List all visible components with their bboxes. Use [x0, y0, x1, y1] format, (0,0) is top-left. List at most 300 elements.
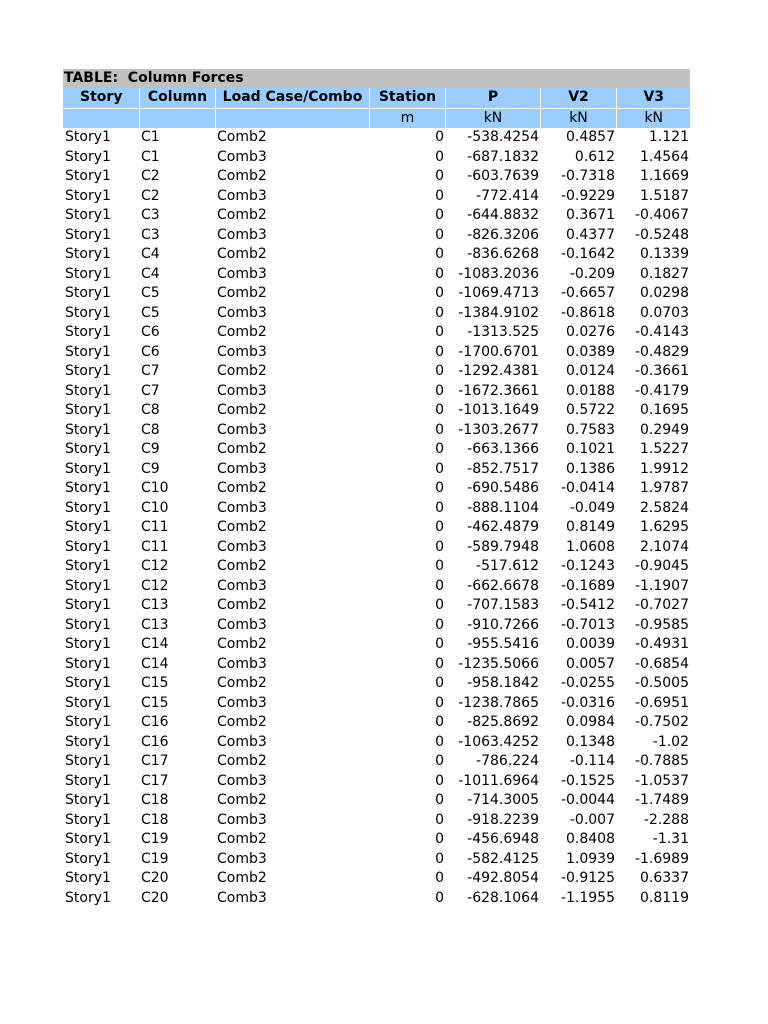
cell-p[interactable]: -462.4879: [467, 519, 539, 535]
cell-p[interactable]: -663.1366: [467, 441, 539, 457]
table-row: [63, 265, 690, 285]
cell-column[interactable]: C16: [141, 714, 169, 730]
cell-load-case[interactable]: Comb3: [217, 733, 267, 750]
cell-load-case[interactable]: Comb3: [217, 499, 267, 516]
cell-v2[interactable]: -1.1955: [560, 889, 615, 906]
cell-station[interactable]: 0: [435, 265, 444, 282]
cell-p[interactable]: -955.5416: [467, 636, 539, 652]
cell-v3[interactable]: -1.31: [652, 831, 689, 847]
table-row: [63, 811, 690, 831]
cell-station[interactable]: 0: [435, 343, 444, 360]
cell-station[interactable]: 0: [435, 363, 444, 379]
cell-v3[interactable]: -1.7489: [634, 792, 689, 808]
cell-v3[interactable]: 1.5227: [640, 441, 689, 457]
cell-station[interactable]: 0: [435, 187, 444, 204]
cell-station[interactable]: 0: [435, 577, 444, 594]
cell-story[interactable]: Story1: [65, 402, 111, 418]
cell-load-case[interactable]: Comb3: [217, 850, 267, 867]
cell-station[interactable]: 0: [435, 714, 444, 730]
cell-p[interactable]: -1672.3661: [458, 382, 539, 399]
table-row: [63, 557, 690, 577]
cell-v2[interactable]: -0.1642: [560, 246, 615, 262]
cell-column[interactable]: C16: [141, 733, 169, 750]
cell-v2[interactable]: 0.4377: [566, 226, 615, 243]
header-v2[interactable]: V2: [540, 88, 616, 108]
cell-p[interactable]: -644.8832: [467, 207, 539, 223]
cell-column[interactable]: C7: [141, 382, 160, 399]
cell-story[interactable]: Story1: [65, 285, 111, 301]
cell-v2[interactable]: 0.0039: [566, 636, 615, 652]
cell-v3[interactable]: -0.6951: [634, 694, 689, 711]
cell-story[interactable]: Story1: [65, 129, 111, 145]
cell-story[interactable]: Story1: [65, 148, 111, 165]
cell-story[interactable]: Story1: [65, 577, 111, 594]
header-p[interactable]: P: [445, 88, 540, 108]
cell-p[interactable]: -1303.2677: [458, 421, 539, 438]
cell-load-case[interactable]: Comb2: [217, 285, 267, 301]
cell-column[interactable]: C7: [141, 363, 160, 379]
cell-v3[interactable]: -1.0537: [634, 772, 689, 789]
cell-v2[interactable]: -0.0316: [560, 694, 615, 711]
cell-load-case[interactable]: Comb2: [217, 597, 267, 613]
cell-v2[interactable]: 0.3671: [566, 207, 615, 223]
cell-v2[interactable]: -0.5412: [560, 597, 615, 613]
cell-v3[interactable]: 1.121: [648, 129, 689, 145]
cell-story[interactable]: Story1: [65, 753, 111, 769]
cell-column[interactable]: C19: [141, 850, 169, 867]
cell-load-case[interactable]: Comb3: [217, 616, 267, 633]
cell-column[interactable]: C20: [141, 889, 169, 906]
cell-v2[interactable]: -0.7318: [560, 168, 615, 184]
cell-p[interactable]: -836.6268: [467, 246, 539, 262]
cell-column[interactable]: C3: [141, 226, 160, 243]
table-row: [63, 167, 690, 187]
cell-v2[interactable]: -0.0414: [560, 480, 615, 496]
cell-load-case[interactable]: Comb2: [217, 519, 267, 535]
cell-v2[interactable]: -0.6657: [560, 285, 615, 301]
header-column[interactable]: Column: [139, 88, 215, 108]
cell-column[interactable]: C8: [141, 402, 160, 418]
cell-load-case[interactable]: Comb3: [217, 187, 267, 204]
cell-v2[interactable]: 0.1386: [566, 460, 615, 477]
cell-story[interactable]: Story1: [65, 207, 111, 223]
cell-v3[interactable]: -0.4829: [634, 343, 689, 360]
cell-column[interactable]: C4: [141, 246, 160, 262]
cell-load-case[interactable]: Comb3: [217, 655, 267, 672]
header-station[interactable]: Station: [369, 88, 445, 108]
cell-load-case[interactable]: Comb2: [217, 363, 267, 379]
cell-column[interactable]: C2: [141, 187, 160, 204]
cell-p[interactable]: -1238.7865: [458, 694, 539, 711]
cell-p[interactable]: -888.1104: [467, 499, 539, 516]
cell-load-case[interactable]: Comb3: [217, 343, 267, 360]
cell-story[interactable]: Story1: [65, 187, 111, 204]
cell-v3[interactable]: 0.1339: [640, 246, 689, 262]
cell-column[interactable]: C10: [141, 480, 169, 496]
cell-story[interactable]: Story1: [65, 343, 111, 360]
cell-column[interactable]: C5: [141, 285, 160, 301]
cell-story[interactable]: Story1: [65, 226, 111, 243]
cell-story[interactable]: Story1: [65, 168, 111, 184]
cell-story[interactable]: Story1: [65, 304, 111, 321]
cell-load-case[interactable]: Comb3: [217, 382, 267, 399]
cell-column[interactable]: C5: [141, 304, 160, 321]
cell-v2[interactable]: 0.0389: [566, 343, 615, 360]
cell-v2[interactable]: -0.209: [569, 265, 615, 282]
cell-p[interactable]: -826.3206: [467, 226, 539, 243]
cell-column[interactable]: C18: [141, 811, 169, 828]
cell-story[interactable]: Story1: [65, 870, 111, 886]
cell-load-case[interactable]: Comb3: [217, 772, 267, 789]
cell-v3[interactable]: -0.5248: [634, 226, 689, 243]
cell-station[interactable]: 0: [435, 870, 444, 886]
cell-column[interactable]: C11: [141, 538, 169, 555]
header-story[interactable]: Story: [63, 88, 139, 108]
cell-v3[interactable]: 1.4564: [640, 148, 689, 165]
cell-story[interactable]: Story1: [65, 694, 111, 711]
cell-p[interactable]: -772.414: [476, 187, 539, 204]
header-v3[interactable]: V3: [616, 88, 690, 108]
cell-load-case[interactable]: Comb2: [217, 792, 267, 808]
cell-load-case[interactable]: Comb3: [217, 460, 267, 477]
cell-v2[interactable]: 0.0188: [566, 382, 615, 399]
cell-p[interactable]: -1069.4713: [458, 285, 539, 301]
cell-story[interactable]: Story1: [65, 597, 111, 613]
cell-story[interactable]: Story1: [65, 616, 111, 633]
cell-station[interactable]: 0: [435, 441, 444, 457]
cell-station[interactable]: 0: [435, 207, 444, 223]
cell-load-case[interactable]: Comb2: [217, 753, 267, 769]
cell-v3[interactable]: -2.288: [643, 811, 689, 828]
cell-column[interactable]: C20: [141, 870, 169, 886]
cell-story[interactable]: Story1: [65, 460, 111, 477]
cell-load-case[interactable]: Comb2: [217, 636, 267, 652]
cell-column[interactable]: C17: [141, 753, 169, 769]
cell-station[interactable]: 0: [435, 480, 444, 496]
cell-p[interactable]: -589.7948: [467, 538, 539, 555]
cell-v2[interactable]: 1.0939: [566, 850, 615, 867]
cell-station[interactable]: 0: [435, 324, 444, 340]
cell-v3[interactable]: 0.1827: [640, 265, 689, 282]
cell-station[interactable]: 0: [435, 402, 444, 418]
cell-v3[interactable]: -0.5005: [634, 675, 689, 691]
cell-station[interactable]: 0: [435, 772, 444, 789]
cell-story[interactable]: Story1: [65, 655, 111, 672]
cell-story[interactable]: Story1: [65, 480, 111, 496]
cell-v3[interactable]: -0.4179: [634, 382, 689, 399]
cell-p[interactable]: -852.7517: [467, 460, 539, 477]
cell-station[interactable]: 0: [435, 519, 444, 535]
cell-station[interactable]: 0: [435, 246, 444, 262]
cell-load-case[interactable]: Comb3: [217, 538, 267, 555]
cell-load-case[interactable]: Comb2: [217, 129, 267, 145]
cell-p[interactable]: -662.6678: [467, 577, 539, 594]
cell-column[interactable]: C12: [141, 577, 169, 594]
cell-p[interactable]: -1384.9102: [458, 304, 539, 321]
cell-p[interactable]: -492.8054: [467, 870, 539, 886]
cell-column[interactable]: C15: [141, 694, 169, 711]
cell-v2[interactable]: 1.0608: [566, 538, 615, 555]
cell-v3[interactable]: -0.9585: [634, 616, 689, 633]
cell-v2[interactable]: -0.007: [569, 811, 615, 828]
cell-v2[interactable]: -0.9229: [560, 187, 615, 204]
cell-column[interactable]: C6: [141, 343, 160, 360]
table-row: [63, 616, 690, 636]
cell-story[interactable]: Story1: [65, 421, 111, 438]
cell-load-case[interactable]: Comb3: [217, 304, 267, 321]
cell-station[interactable]: 0: [435, 558, 444, 574]
cell-v3[interactable]: 1.9912: [640, 460, 689, 477]
table-row: [63, 499, 690, 519]
cell-p[interactable]: -582.4125: [467, 850, 539, 867]
cell-load-case[interactable]: Comb3: [217, 811, 267, 828]
cell-v3[interactable]: 0.0703: [640, 304, 689, 321]
cell-story[interactable]: Story1: [65, 324, 111, 340]
cell-load-case[interactable]: Comb3: [217, 421, 267, 438]
cell-column[interactable]: C1: [141, 148, 160, 165]
cell-story[interactable]: Story1: [65, 772, 111, 789]
cell-load-case[interactable]: Comb3: [217, 889, 267, 906]
cell-p[interactable]: -1235.5066: [458, 655, 539, 672]
cell-load-case[interactable]: Comb3: [217, 265, 267, 282]
cell-p[interactable]: -690.5486: [467, 480, 539, 496]
cell-v2[interactable]: -0.1689: [560, 577, 615, 594]
cell-p[interactable]: -1700.6701: [458, 343, 539, 360]
cell-story[interactable]: Story1: [65, 538, 111, 555]
cell-column[interactable]: C10: [141, 499, 169, 516]
cell-station[interactable]: 0: [435, 129, 444, 145]
cell-column[interactable]: C1: [141, 129, 160, 145]
cell-v3[interactable]: 1.1669: [640, 168, 689, 184]
cell-v2[interactable]: -0.1243: [560, 558, 615, 574]
cell-column[interactable]: C19: [141, 831, 169, 847]
cell-v2[interactable]: 0.5722: [566, 402, 615, 418]
cell-p[interactable]: -958.1842: [467, 675, 539, 691]
cell-v3[interactable]: 0.2949: [640, 421, 689, 438]
cell-load-case[interactable]: Comb3: [217, 226, 267, 243]
cell-station[interactable]: 0: [435, 538, 444, 555]
cell-story[interactable]: Story1: [65, 382, 111, 399]
cell-v2[interactable]: -0.1525: [560, 772, 615, 789]
unit-p: kN: [445, 108, 540, 128]
cell-p[interactable]: -1011.6964: [458, 772, 539, 789]
cell-p[interactable]: -1013.1649: [458, 402, 539, 418]
cell-v2[interactable]: 0.1021: [566, 441, 615, 457]
cell-station[interactable]: 0: [435, 616, 444, 633]
cell-column[interactable]: C9: [141, 460, 160, 477]
cell-load-case[interactable]: Comb2: [217, 558, 267, 574]
cell-p[interactable]: -538.4254: [467, 129, 539, 145]
cell-story[interactable]: Story1: [65, 499, 111, 516]
cell-v2[interactable]: -0.049: [569, 499, 615, 516]
cell-station[interactable]: 0: [435, 811, 444, 828]
cell-p[interactable]: -714.3005: [467, 792, 539, 808]
cell-v2[interactable]: -0.0044: [560, 792, 615, 808]
cell-p[interactable]: -825.8692: [467, 714, 539, 730]
cell-station[interactable]: 0: [435, 675, 444, 691]
cell-v3[interactable]: 1.6295: [640, 519, 689, 535]
cell-v3[interactable]: 1.9787: [640, 480, 689, 496]
cell-station[interactable]: 0: [435, 597, 444, 613]
cell-v2[interactable]: 0.0984: [566, 714, 615, 730]
cell-v2[interactable]: 0.612: [574, 148, 615, 165]
cell-p[interactable]: -1063.4252: [458, 733, 539, 750]
cell-column[interactable]: C13: [141, 597, 169, 613]
table-row: [63, 772, 690, 792]
cell-v2[interactable]: 0.8408: [566, 831, 615, 847]
cell-column[interactable]: C2: [141, 168, 160, 184]
cell-station[interactable]: 0: [435, 636, 444, 652]
cell-v3[interactable]: 2.5824: [640, 499, 689, 516]
cell-v2[interactable]: 0.1348: [566, 733, 615, 750]
cell-load-case[interactable]: Comb2: [217, 207, 267, 223]
cell-v2[interactable]: 0.0276: [566, 324, 615, 340]
cell-load-case[interactable]: Comb2: [217, 324, 267, 340]
cell-column[interactable]: C15: [141, 675, 169, 691]
cell-story[interactable]: Story1: [65, 363, 111, 379]
cell-column[interactable]: C13: [141, 616, 169, 633]
cell-column[interactable]: C11: [141, 519, 169, 535]
cell-v3[interactable]: 0.1695: [640, 402, 689, 418]
cell-p[interactable]: -687.1832: [467, 148, 539, 165]
cell-v3[interactable]: -1.1907: [634, 577, 689, 594]
cell-story[interactable]: Story1: [65, 519, 111, 535]
cell-story[interactable]: Story1: [65, 733, 111, 750]
cell-v2[interactable]: -0.7013: [560, 616, 615, 633]
cell-station[interactable]: 0: [435, 850, 444, 867]
cell-station[interactable]: 0: [435, 148, 444, 165]
unit-v3: kN: [616, 108, 690, 128]
cell-v3[interactable]: 0.0298: [640, 285, 689, 301]
cell-station[interactable]: 0: [435, 499, 444, 516]
cell-p[interactable]: -707.1583: [467, 597, 539, 613]
cell-story[interactable]: Story1: [65, 889, 111, 906]
table-row: [63, 479, 690, 499]
cell-v2[interactable]: -0.0255: [560, 675, 615, 691]
cell-story[interactable]: Story1: [65, 792, 111, 808]
cell-column[interactable]: C8: [141, 421, 160, 438]
cell-v2[interactable]: 0.7583: [566, 421, 615, 438]
cell-station[interactable]: 0: [435, 733, 444, 750]
cell-column[interactable]: C17: [141, 772, 169, 789]
cell-v3[interactable]: -0.6854: [634, 655, 689, 672]
cell-story[interactable]: Story1: [65, 636, 111, 652]
header-load-case-combo[interactable]: Load Case/Combo: [215, 88, 369, 108]
cell-v3[interactable]: 0.8119: [640, 889, 689, 906]
cell-load-case[interactable]: Comb2: [217, 831, 267, 847]
cell-load-case[interactable]: Comb2: [217, 870, 267, 886]
cell-column[interactable]: C6: [141, 324, 160, 340]
cell-station[interactable]: 0: [435, 460, 444, 477]
table-row: [63, 889, 690, 909]
cell-story[interactable]: Story1: [65, 831, 111, 847]
cell-column[interactable]: C4: [141, 265, 160, 282]
cell-p[interactable]: -1313.525: [467, 324, 539, 340]
cell-load-case[interactable]: Comb2: [217, 402, 267, 418]
cell-v3[interactable]: 1.5187: [640, 187, 689, 204]
cell-v2[interactable]: -0.8618: [560, 304, 615, 321]
cell-v3[interactable]: -0.4931: [634, 636, 689, 652]
cell-story[interactable]: Story1: [65, 441, 111, 457]
cell-load-case[interactable]: Comb2: [217, 168, 267, 184]
cell-p[interactable]: -910.7266: [467, 616, 539, 633]
cell-v2[interactable]: -0.114: [569, 753, 615, 769]
cell-v3[interactable]: -0.4143: [634, 324, 689, 340]
cell-v3[interactable]: 0.6337: [640, 870, 689, 886]
cell-p[interactable]: -918.2239: [467, 811, 539, 828]
cell-station[interactable]: 0: [435, 655, 444, 672]
cell-v3[interactable]: -0.7502: [634, 714, 689, 730]
cell-p[interactable]: -628.1064: [467, 889, 539, 906]
cell-p[interactable]: -786.224: [476, 753, 539, 769]
cell-column[interactable]: C14: [141, 655, 169, 672]
cell-v3[interactable]: -0.7027: [634, 597, 689, 613]
cell-load-case[interactable]: Comb3: [217, 148, 267, 165]
cell-v2[interactable]: 0.4857: [566, 129, 615, 145]
cell-v2[interactable]: 0.0124: [566, 363, 615, 379]
cell-station[interactable]: 0: [435, 168, 444, 184]
cell-story[interactable]: Story1: [65, 675, 111, 691]
cell-station[interactable]: 0: [435, 831, 444, 847]
cell-p[interactable]: -603.7639: [467, 168, 539, 184]
cell-station[interactable]: 0: [435, 304, 444, 321]
cell-load-case[interactable]: Comb2: [217, 675, 267, 691]
cell-load-case[interactable]: Comb2: [217, 714, 267, 730]
cell-station[interactable]: 0: [435, 694, 444, 711]
cell-story[interactable]: Story1: [65, 246, 111, 262]
cell-load-case[interactable]: Comb3: [217, 577, 267, 594]
cell-v3[interactable]: -1.02: [652, 733, 689, 750]
cell-station[interactable]: 0: [435, 792, 444, 808]
cell-station[interactable]: 0: [435, 753, 444, 769]
table-title: TABLE: Column Forces: [63, 69, 690, 88]
cell-p[interactable]: -1292.4381: [458, 363, 539, 379]
cell-v3[interactable]: -0.3661: [634, 363, 689, 379]
cell-v2[interactable]: -0.9125: [560, 870, 615, 886]
cell-station[interactable]: 0: [435, 226, 444, 243]
cell-v2[interactable]: 0.8149: [566, 519, 615, 535]
cell-station[interactable]: 0: [435, 421, 444, 438]
cell-column[interactable]: C9: [141, 441, 160, 457]
table-row: [63, 323, 690, 343]
cell-story[interactable]: Story1: [65, 811, 111, 828]
cell-column[interactable]: C18: [141, 792, 169, 808]
cell-load-case[interactable]: Comb2: [217, 246, 267, 262]
cell-column[interactable]: C3: [141, 207, 160, 223]
cell-load-case[interactable]: Comb2: [217, 441, 267, 457]
cell-story[interactable]: Story1: [65, 265, 111, 282]
cell-v2[interactable]: 0.0057: [566, 655, 615, 672]
cell-v3[interactable]: -0.7885: [634, 753, 689, 769]
cell-p[interactable]: -517.612: [476, 558, 539, 574]
cell-story[interactable]: Story1: [65, 558, 111, 574]
cell-column[interactable]: C14: [141, 636, 169, 652]
cell-v3[interactable]: 2.1074: [640, 538, 689, 555]
cell-p[interactable]: -456.6948: [467, 831, 539, 847]
cell-story[interactable]: Story1: [65, 850, 111, 867]
cell-station[interactable]: 0: [435, 285, 444, 301]
cell-v3[interactable]: -1.6989: [634, 850, 689, 867]
cell-load-case[interactable]: Comb3: [217, 694, 267, 711]
cell-load-case[interactable]: Comb2: [217, 480, 267, 496]
cell-v3[interactable]: -0.9045: [634, 558, 689, 574]
cell-station[interactable]: 0: [435, 382, 444, 399]
cell-story[interactable]: Story1: [65, 714, 111, 730]
cell-p[interactable]: -1083.2036: [458, 265, 539, 282]
cell-column[interactable]: C12: [141, 558, 169, 574]
cell-v3[interactable]: -0.4067: [634, 207, 689, 223]
cell-station[interactable]: 0: [435, 889, 444, 906]
